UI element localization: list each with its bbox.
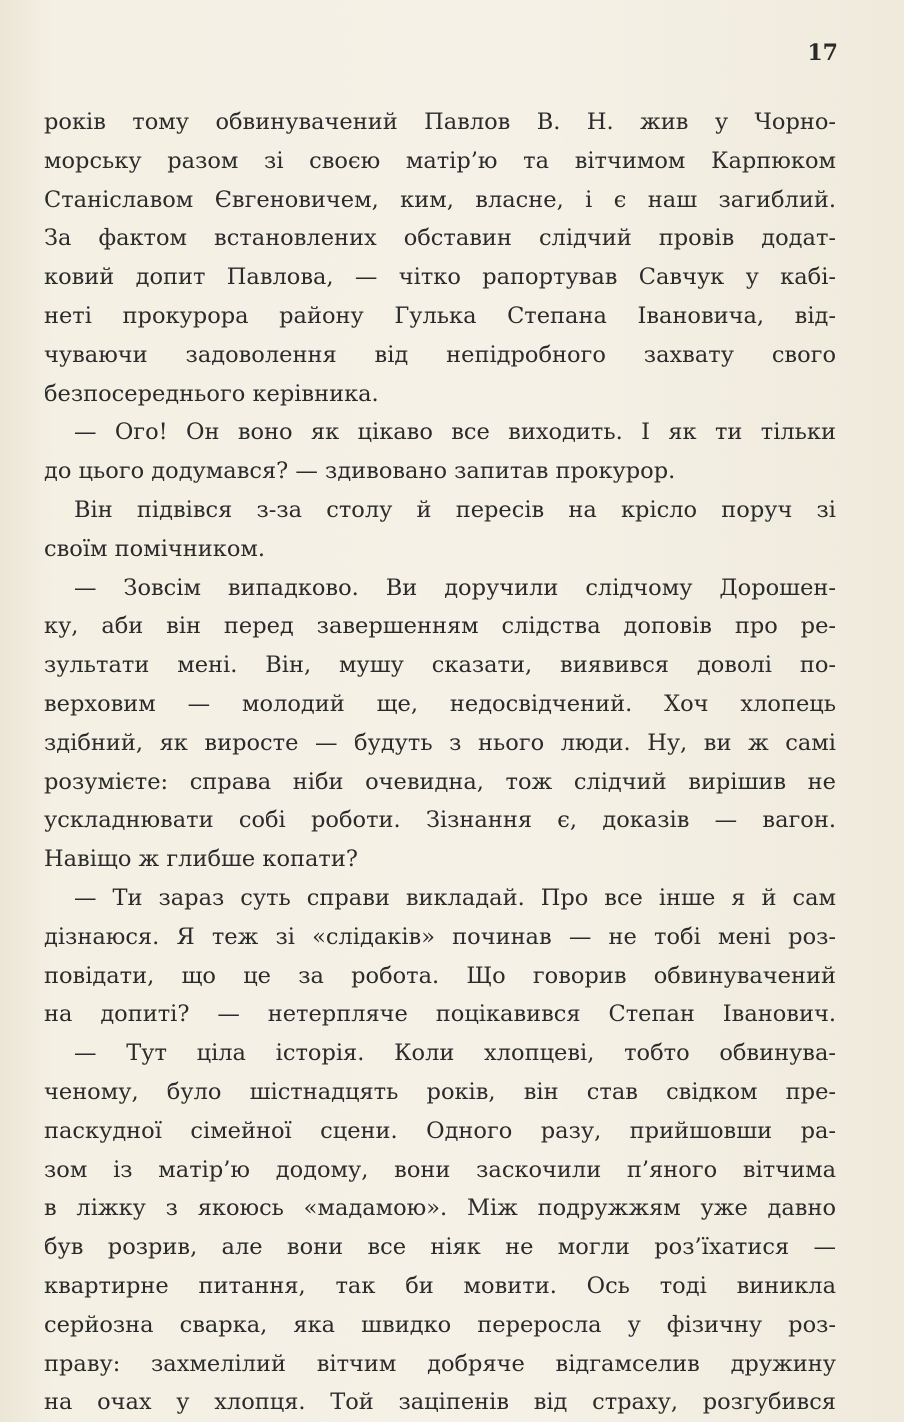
text-line: ченому, було шістнадцять років, він став свідком пре- [44,1078,836,1105]
text-line: ускладнювати собі роботи. Зізнання є, доказів — вагон. [44,807,836,834]
text-line: — Ого! Он воно як цікаво все виходить. І як ти тільки [74,419,836,446]
text-line: до цього додумався? — здивовано запитав прокурор. [44,458,676,485]
text-line: паскудної сімейної сцени. Одного разу, прийшовши ра- [44,1117,836,1144]
text-line: верховим — молодий ще, недосвідчений. Хоч хлопець [44,690,836,717]
text-line: розумієте: справа ніби очевидна, тож слідчий вирішив не [44,768,836,795]
text-line: дізнаюся. Я теж зі «слідаків» починав — не тобі мені роз- [44,923,836,950]
text-line: зом із матір’ю додому, вони заскочили п’яного вітчима [44,1156,836,1183]
text-line: праву: захмелілий вітчим добряче відгамселив дружину [44,1350,836,1377]
text-line: неті прокурора району Гулька Степана Івановича, від- [44,302,836,329]
text-line: повідати, що це за робота. Що говорив обвинувачений [44,962,836,989]
text-line: років тому обвинувачений Павлов В. Н. жив у Чорно- [44,109,836,135]
text-line: Станіславом Євгеновичем, ким, власне, і є наш загиблий. [44,186,836,213]
page-number: 17 [807,40,838,66]
text-line: був розрив, але вони все ніяк не могли роз’їхатися — [44,1234,836,1261]
text-line: чуваючи задоволення від непідробного захвату свого [44,341,836,368]
text-line: Навіщо ж глибше копати? [44,846,358,873]
text-line: на допиті? — нетерпляче поцікавився Степан Іванович. [44,1001,836,1028]
text-line: квартирне питання, так би мовити. Ось тоді виникла [44,1272,836,1299]
text-line: — Зовсім випадково. Ви доручили слідчому Дорошен- [74,574,836,601]
text-line: своїм помічником. [44,535,266,562]
text-line: ку, аби він перед завершенням слідства доповів про ре- [44,613,836,640]
text-line: зультати мені. Він, мушу сказати, виявився доволі по- [44,652,836,679]
body-text [44,103,836,1422]
text-line: в ліжку з якоюсь «мадамою». Між подружжям уже давно [44,1195,836,1222]
text-line: морську разом зі своєю матір’ю та вітчимом Карпюком [44,147,836,174]
text-line: — Тут ціла історія. Коли хлопцеві, тобто обвинува- [74,1040,836,1067]
text-line: За фактом встановлених обставин слідчий провів додат- [44,225,836,252]
text-line: на очах у хлопця. Той заціпенів від страху, розгубився [44,1389,836,1416]
text-line: здібний, як виросте — будуть з нього люди. Ну, ви ж самі [44,729,836,756]
text-line: серйозна сварка, яка швидко переросла у фізичну роз- [44,1311,836,1338]
text-line: Він підвівся з-за столу й пересів на крісло поруч зі [74,496,836,523]
text-line: ковий допит Павлова, — чітко рапортував Савчук у кабі- [44,264,836,291]
text-line: — Ти зараз суть справи викладай. Про все інше я й сам [74,884,836,911]
text-line: безпосереднього керівника. [44,380,379,407]
